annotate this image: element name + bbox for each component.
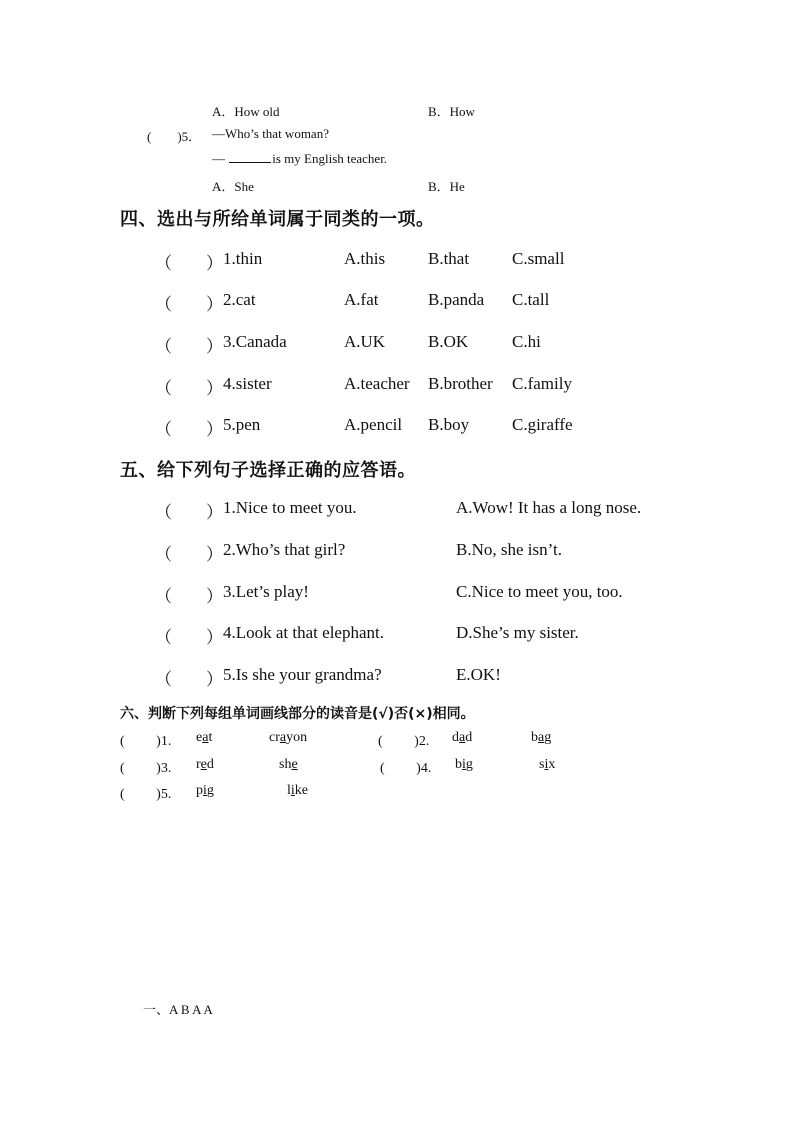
section4-heading: 四、选出与所给单词属于同类的一项。 — [120, 209, 435, 230]
section4-word: 1.thin — [223, 249, 263, 268]
section5-question: 1.Nice to meet you. — [223, 498, 357, 517]
section4-option-b: B.boy — [428, 415, 470, 434]
section5-question: 4.Look at that elephant. — [223, 623, 384, 642]
section5-paren: （ ） — [155, 628, 223, 647]
q5-answer-suffix: is my English teacher. — [272, 151, 388, 166]
q5-answer-prefix: — — [212, 151, 225, 166]
section6-word1: pig — [196, 783, 214, 798]
section4-option-a: A.this — [344, 249, 386, 268]
section4-paren: （ ） — [155, 379, 223, 398]
section6-word2: she — [279, 757, 298, 772]
section4-paren: （ ） — [155, 420, 223, 439]
section6-word1: eat — [196, 730, 213, 745]
section4-paren: （ ） — [155, 337, 223, 356]
answer-key-line: 一、A B A A — [143, 1002, 213, 1017]
section5-paren: （ ） — [155, 587, 223, 606]
section6-heading: 六、判断下列每组单词画线部分的读音是(√)否(×)相同。 — [120, 706, 475, 722]
section6-word2: crayon — [269, 730, 308, 745]
section4-option-c: C.giraffe — [512, 415, 573, 434]
section6-word2: bag — [531, 730, 552, 745]
q5-question: —Who’s that woman? — [212, 126, 329, 141]
section4-word: 5.pen — [223, 415, 261, 434]
section5-paren: （ ） — [155, 503, 223, 522]
q4-option-b: B．How — [428, 104, 475, 119]
section4-option-a: A.fat — [344, 290, 379, 309]
section5-answer: C.Nice to meet you, too. — [456, 582, 623, 601]
section5-paren: （ ） — [155, 545, 223, 564]
section4-paren: （ ） — [155, 295, 223, 314]
q5-option-a: A．She — [212, 179, 254, 194]
section5-paren: （ ） — [155, 670, 223, 689]
section4-paren: （ ） — [155, 254, 223, 273]
section5-question: 3.Let’s play! — [223, 582, 309, 601]
section6-paren: ( )3. — [120, 761, 172, 776]
section4-word: 3.Canada — [223, 332, 287, 351]
section6-paren: ( )1. — [120, 734, 172, 749]
section4-option-b: B.panda — [428, 290, 485, 309]
section6-paren: ( )5. — [120, 787, 172, 802]
section4-option-c: C.tall — [512, 290, 550, 309]
section5-answer: E.OK! — [456, 665, 501, 684]
section6-word2: six — [539, 757, 556, 772]
section5-question: 2.Who’s that girl? — [223, 540, 346, 559]
section4-option-a: A.UK — [344, 332, 386, 351]
section4-option-a: A.pencil — [344, 415, 403, 434]
section4-word: 4.sister — [223, 374, 272, 393]
section4-option-c: C.hi — [512, 332, 541, 351]
q5-answer-line — [212, 151, 387, 167]
section5-question: 5.Is she your grandma? — [223, 665, 382, 684]
section5-heading: 五、给下列句子选择正确的应答语。 — [120, 460, 416, 481]
section6-paren: ( )2. — [378, 734, 430, 749]
section6-word2: like — [287, 783, 308, 798]
section4-option-c: C.small — [512, 249, 565, 268]
section4-option-b: B.that — [428, 249, 470, 268]
answer-blank — [229, 151, 271, 163]
section4-option-c: C.family — [512, 374, 572, 393]
section6-word1: big — [455, 757, 473, 772]
section4-option-a: A.teacher — [344, 374, 410, 393]
section4-word: 2.cat — [223, 290, 256, 309]
q5-option-b: B．He — [428, 179, 465, 194]
section6-word1: red — [196, 757, 214, 772]
section4-option-b: B.OK — [428, 332, 469, 351]
section6-paren: ( )4. — [380, 761, 432, 776]
section5-answer: D.She’s my sister. — [456, 623, 579, 642]
q5-bracket: ( )5． — [147, 129, 202, 144]
q4-option-a: A．How old — [212, 104, 280, 119]
section4-option-b: B.brother — [428, 374, 493, 393]
section5-answer: B.No, she isn’t. — [456, 540, 562, 559]
section5-answer: A.Wow! It has a long nose. — [456, 498, 642, 517]
section6-word1: dad — [452, 730, 473, 745]
